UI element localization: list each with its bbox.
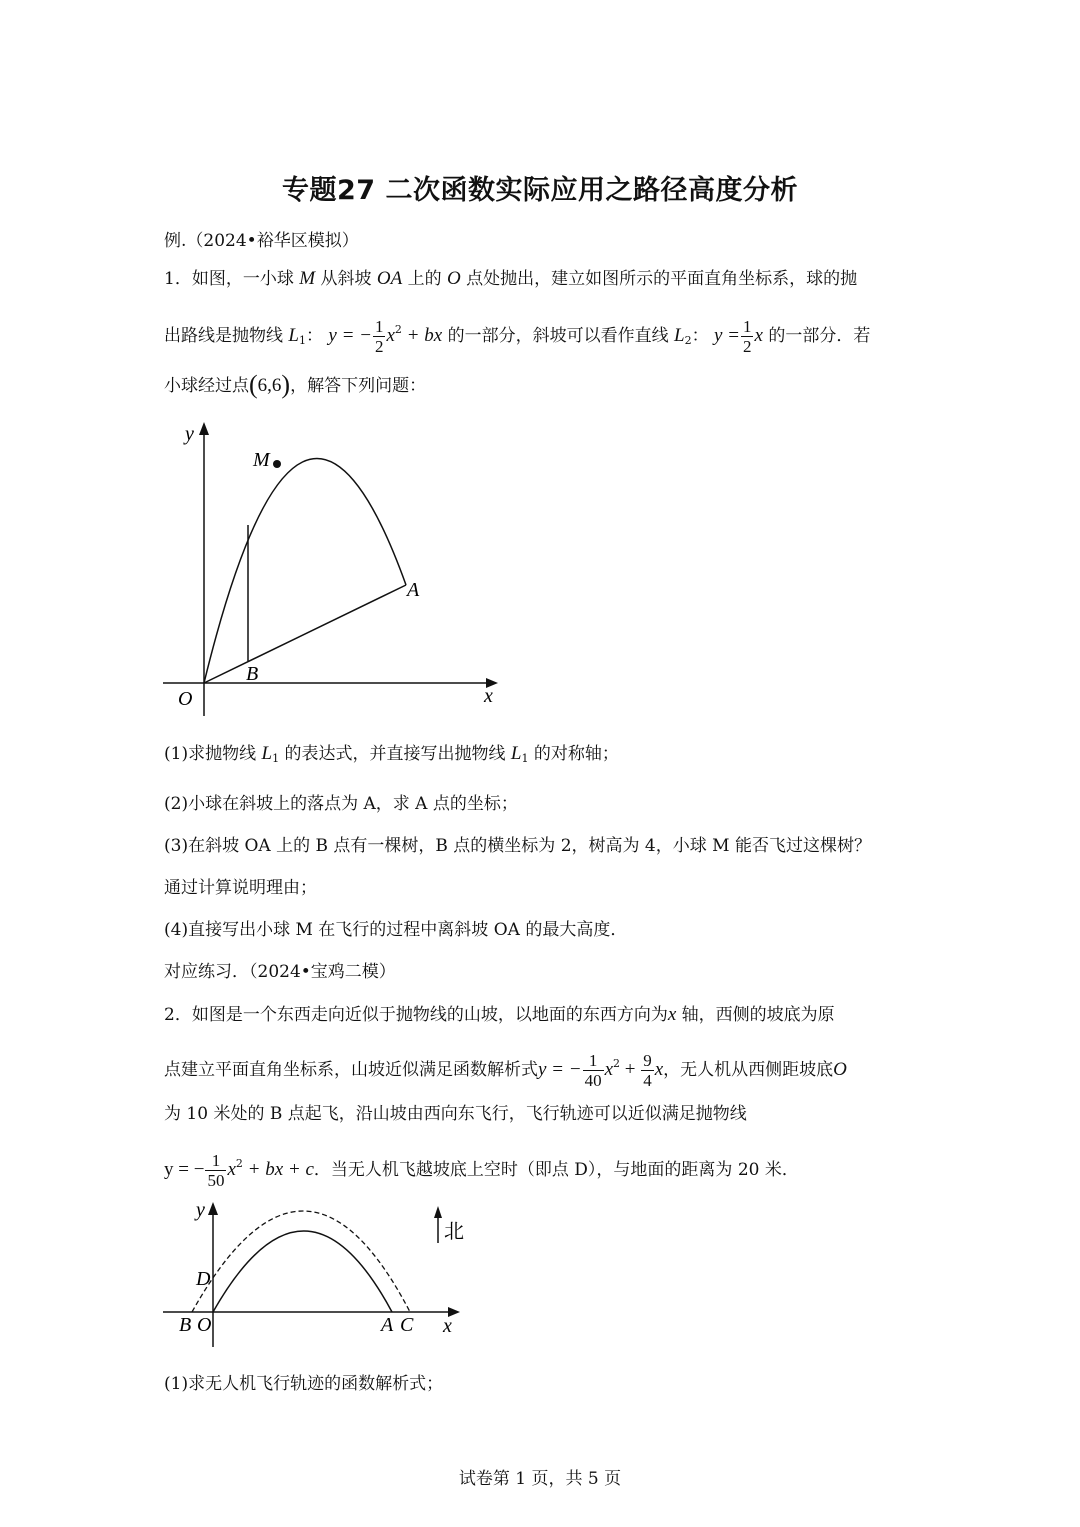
text: 轴，西侧的坡底为原 [676,1005,835,1025]
text: 上的 [402,269,448,289]
equation-part: x [654,1059,664,1080]
subscript: 1 [521,752,529,765]
paren: ( [249,370,258,399]
q2-line4 [164,1144,799,1190]
exponent: 2 [235,1157,243,1170]
label-x: x [443,1315,452,1337]
q2-line1 [164,1004,835,1026]
var-o: O [447,268,461,289]
y-arrow-icon [199,422,209,435]
figure-2-hill-drone [160,1190,480,1350]
denominator: 4 [643,1071,652,1090]
numerator: 1 [205,1151,226,1171]
parabola-l1 [204,459,406,683]
exponent: 2 [394,323,402,336]
numerator: 1 [583,1051,604,1071]
text: (1)求抛物线 [164,744,262,764]
label-a: A [381,1314,394,1336]
equation-part: x [386,325,395,346]
numerator: 9 [643,1051,652,1070]
page-title: 专题27 二次函数实际应用之路径高度分析 [282,175,798,206]
label-m: M [253,449,270,471]
q2-line3: 为 10 米处的 B 点起飞，沿山坡由西向东飞行，飞行轨迹可以近似满足抛物线 [164,1104,747,1124]
label-x: x [484,685,493,707]
q1-line1 [164,268,857,290]
point-m [273,460,281,468]
equation-part: y = − [538,1059,582,1080]
text: 点建立平面直角坐标系，山坡近似满足函数解析式 [164,1060,538,1080]
fraction [741,317,754,356]
q1-sub3-line1: (3)在斜坡 OA 上的 B 点有一棵树，B 点的横坐标为 2，树高为 4，小球 M 能否飞过这棵树？ [164,836,871,856]
label-d: D [196,1268,211,1290]
fraction [373,317,386,356]
text: ，无人机从西侧距坡底 [663,1060,834,1080]
label-o: O [197,1314,212,1336]
equation-part: y = [713,325,740,346]
north-arrow-icon [434,1206,442,1218]
hill-parabola [213,1231,392,1312]
q2-line2 [164,1044,847,1090]
equation-part: y = − [328,325,372,346]
y-arrow-icon [208,1202,218,1215]
text: 2．如图是一个东西走向近似于抛物线的山坡，以地面的东西方向为 [164,1005,668,1025]
figure-1-parabola-slope [160,410,520,730]
equation-part: x [604,1059,614,1080]
subscript: 2 [684,334,692,347]
equation-part: + bx + c [242,1159,314,1180]
equation-part: x [754,325,763,346]
q1-sub3-line2: 通过计算说明理由； [164,878,317,898]
var-oa: OA [376,268,403,289]
example-header: 例.（2024•裕华区模拟） [164,231,359,251]
var-l1: L [261,743,273,764]
practice-header: 对应练习．（2024•宝鸡二模） [164,962,396,982]
text: 的一部分．若 [762,326,871,346]
text: 小球经过点 [164,376,249,396]
var-l2: L [673,325,685,346]
text: 点处抛出，建立如图所示的平面直角坐标系，球的抛 [460,269,858,289]
text: 1．如图，一小球 [164,269,300,289]
text: ： [691,326,709,346]
drone-trajectory [192,1211,410,1312]
var-m: M [299,268,316,289]
subscript: 1 [298,334,306,347]
q1-line3 [164,370,427,399]
denominator: 2 [742,337,752,356]
text: 出路线是抛物线 [164,326,289,346]
equation-part: + bx [401,325,443,346]
label-o: O [178,688,193,710]
text: ，解答下列问题： [290,376,427,396]
label-c: C [400,1314,414,1336]
label-b: B [246,663,259,685]
text: 的表达式，并直接写出抛物线 [279,744,511,764]
var-o: O [833,1059,847,1080]
label-north: 北 [444,1219,464,1243]
denominator: 50 [207,1171,225,1190]
label-y: y [185,423,194,445]
text: 的一部分，斜坡可以看作直线 [442,326,674,346]
q1-sub1 [164,743,619,770]
text: ．当无人机飞越坡底上空时（即点 D），与地面的距离为 20 米． [313,1160,799,1180]
point-value: 6,6 [257,375,282,396]
denominator: 2 [374,337,384,356]
exponent: 2 [613,1057,621,1070]
q1-sub4: (4)直接写出小球 M 在飞行的过程中离斜坡 OA 的最大高度． [164,920,628,940]
slope-line-l2 [204,585,406,683]
page-footer: 试卷第 1 页，共 5 页 [458,1469,622,1489]
equation-part: x [227,1159,236,1180]
paren: ) [281,370,291,399]
label-y: y [196,1199,205,1221]
subscript: 1 [272,752,280,765]
fraction [583,1051,604,1090]
label-b: B [179,1314,192,1336]
var-l1: L [288,325,299,346]
q1-sub2: (2)小球在斜坡上的落点为 A，求 A 点的坐标； [164,794,518,814]
numerator: 1 [374,317,384,336]
text: 从斜坡 [315,269,377,289]
fraction [641,1051,654,1090]
var-l1: L [510,743,522,764]
fraction [205,1151,226,1190]
equation-part: + [620,1059,641,1080]
equation-part: y = − [164,1159,205,1180]
numerator: 1 [742,317,752,336]
denominator: 40 [584,1071,602,1090]
text: 的对称轴； [528,744,619,764]
text: ： [305,326,323,346]
label-a: A [407,579,420,601]
var-x: x [667,1004,677,1025]
q1-line2 [164,310,870,361]
q2-sub1: (1)求无人机飞行轨迹的函数解析式； [164,1374,444,1394]
